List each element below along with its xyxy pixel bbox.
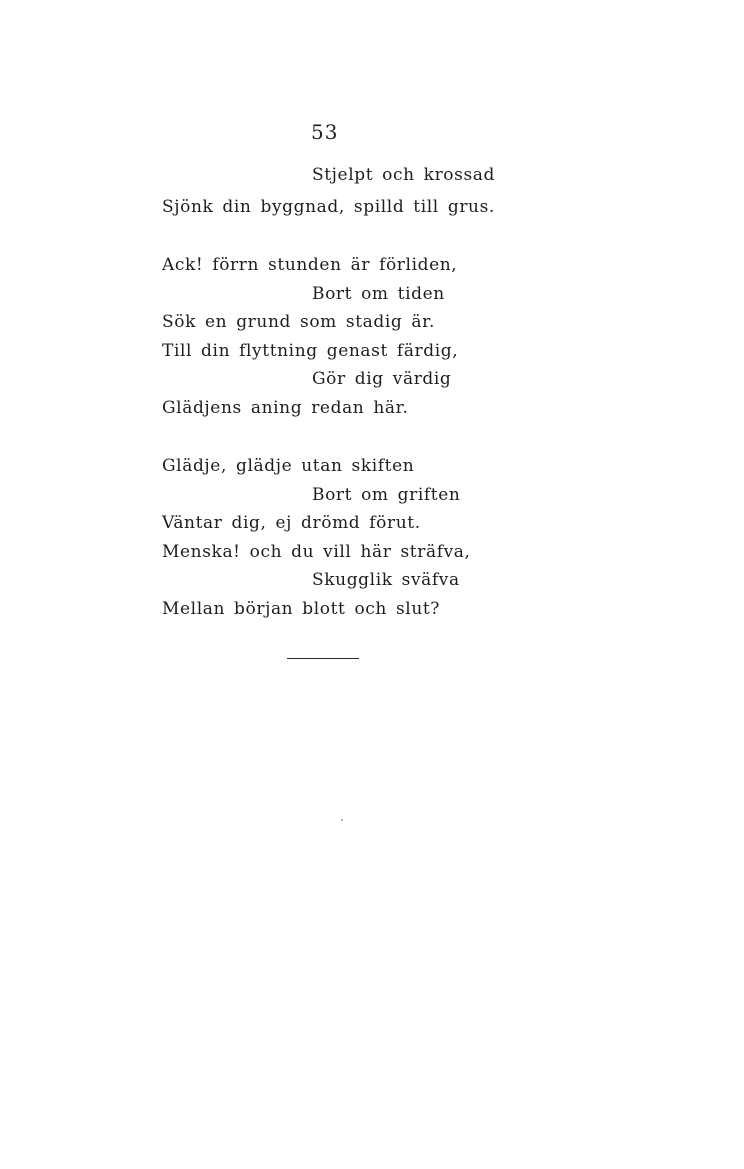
paper-speck	[341, 819, 343, 821]
poem-line: Sjönk din byggnad, spilld till grus.	[162, 197, 495, 217]
poem-line: Menska! och du vill här sträfva,	[162, 542, 471, 562]
poem-line: Stjelpt och krossad	[312, 165, 496, 185]
poem-line: Till din flyttning genast färdig,	[162, 341, 459, 361]
poem-line: Glädje, glädje utan skiften	[162, 456, 415, 476]
page-number: 53	[311, 120, 339, 144]
poem-line: Sök en grund som stadig är.	[162, 312, 435, 332]
poem-line: Gör dig värdig	[312, 369, 452, 389]
poem-line: Bort om griften	[312, 485, 461, 505]
poem-line: Glädjens aning redan här.	[162, 398, 409, 418]
poem-line: Ack! förrn stunden är förliden,	[162, 255, 458, 275]
poem-line: Väntar dig, ej drömd förut.	[162, 513, 421, 533]
poem-line: Mellan början blott och slut?	[162, 599, 441, 619]
poem-line: Bort om tiden	[312, 284, 445, 304]
poem-line: Skugglik sväfva	[312, 570, 460, 590]
section-divider	[287, 658, 359, 659]
